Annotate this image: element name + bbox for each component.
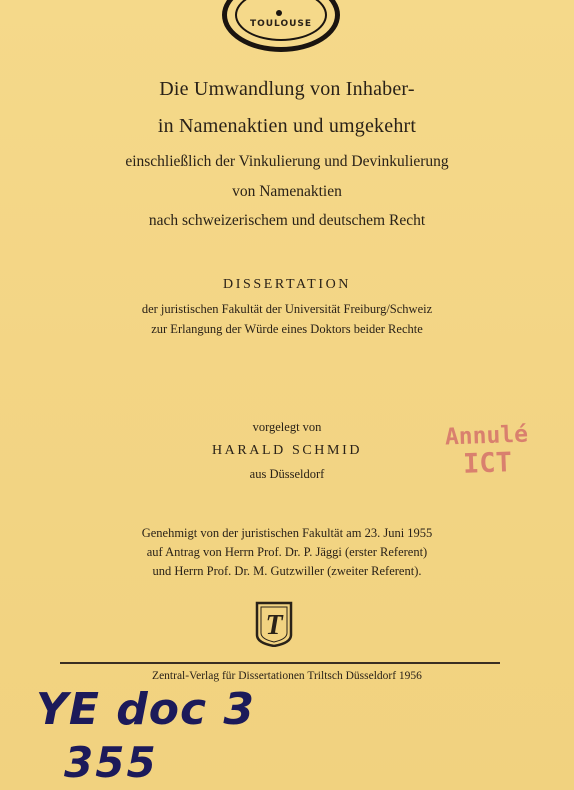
dissertation-heading: DISSERTATION bbox=[222, 277, 352, 292]
dissertation-line-2: zur Erlangung der Würde eines Doktors beider Rechte bbox=[151, 322, 423, 336]
author-origin: aus Düsseldorf bbox=[249, 467, 325, 481]
subtitle-line-3: nach schweizerischem und deutschem Recht bbox=[148, 212, 426, 229]
call-number-line-1: YE doc 3 bbox=[36, 684, 255, 735]
approval-line-3: und Herrn Prof. Dr. M. Gutzwiller (zweiter Referent). bbox=[152, 564, 422, 578]
publisher-logo-letter: T bbox=[265, 610, 283, 641]
subtitle-line-2: von Namenaktien bbox=[232, 183, 342, 200]
title-line-2: in Namenaktien und umgekehrt bbox=[157, 115, 417, 137]
presented-by: vorgelegt von bbox=[252, 420, 322, 434]
annule-stamp bbox=[431, 422, 543, 480]
approval-line-2: auf Antrag von Herrn Prof. Dr. P. Jäggi (erster Referent) bbox=[146, 545, 428, 559]
annule-stamp-line-1: Annulé bbox=[444, 421, 529, 451]
library-stamp bbox=[222, 0, 340, 52]
dissertation-line-1: der juristischen Fakultät der Universität Freiburg/Schweiz bbox=[141, 302, 433, 316]
approval-line-1: Genehmigt von der juristischen Fakultät am 23. Juni 1955 bbox=[141, 526, 433, 540]
library-stamp-dot bbox=[276, 10, 282, 16]
call-number-line-2: 355 bbox=[64, 738, 158, 787]
publisher-t-logo-icon bbox=[255, 601, 293, 647]
annule-stamp-line-2: ICT bbox=[462, 447, 513, 480]
library-stamp-city: TOULOUSE bbox=[249, 19, 313, 29]
subtitle-line-1: einschließlich der Vinkulierung und Devinkulierung bbox=[125, 153, 449, 170]
divider-rule bbox=[60, 662, 500, 664]
author-name: HARALD SCHMID bbox=[211, 443, 363, 458]
title-line-1: Die Umwandlung von Inhaber- bbox=[159, 78, 415, 100]
publisher-line: Zentral-Verlag für Dissertationen Triltsch Düsseldorf 1956 bbox=[152, 670, 422, 682]
